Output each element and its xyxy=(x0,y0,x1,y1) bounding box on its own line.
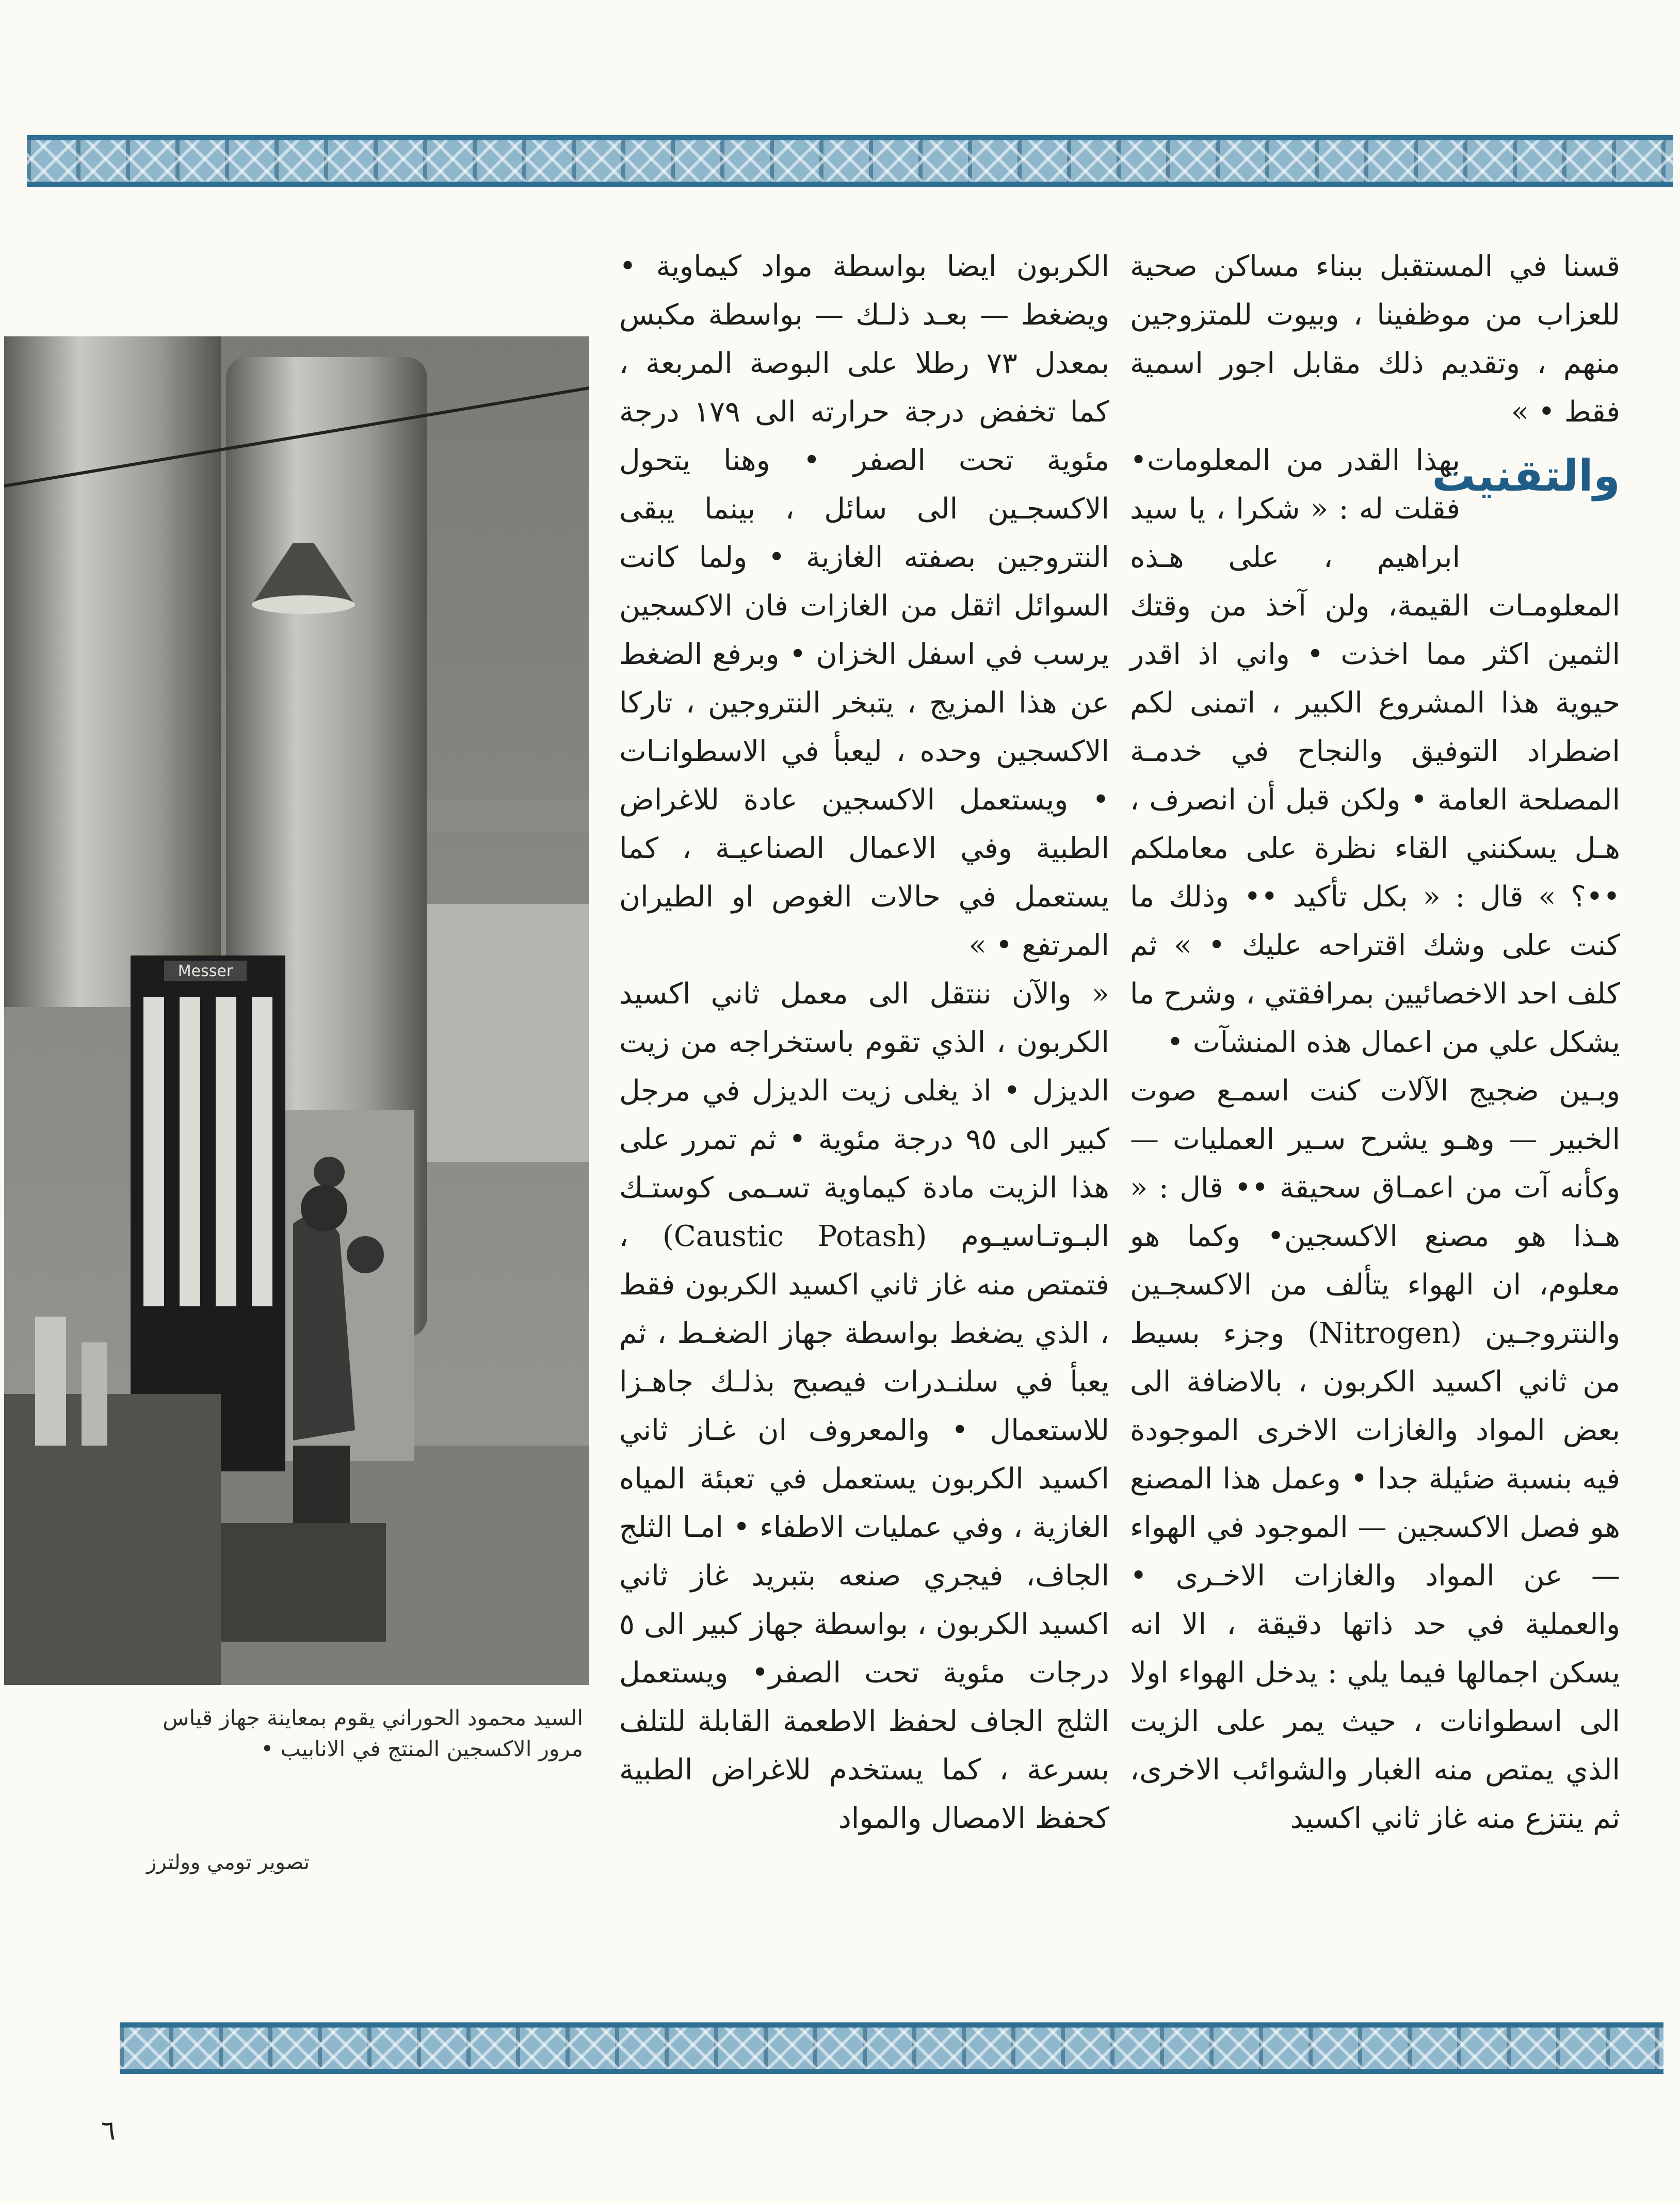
photo-credit: تصوير تومي وولترز xyxy=(147,1851,310,1874)
panel-label: Messer xyxy=(177,962,233,980)
paragraph: وبـين ضجيج الآلات كنت اسمـع صوت الخبير — وهـو يشرح سـير العمليات — وكأنه آت من اعمـاق سحيقة •• قال : « هـذا هو مصنع الاكسجين• وكما هو معلوم، ان الهواء يتألف من الاكسجـين والنتروجـين (Nitrogen) وجزء بسيط من ثاني اكسيد الكربون ، بالاضافة الى بعض المواد والغازات الاخرى الموجودة فيه بنسبة ضئيلة جدا • وعمل هذا المصنع هو فصل الاكسجين — الموجود في الهواء — عن المواد والغازات الاخـرى • والعملية في حد ذاتها دقيقة ، الا انه يسكن اجمالها فيما يلي : يدخل الهواء اولا الى اسطوانات ، حيث يمر على الزيت الذي يمتص منه الغبار والشوائب الاخرى، ثم ينتزع منه غاز ثاني اكسيد xyxy=(1130,1074,1621,1835)
bottom-ornamental-border xyxy=(120,2022,1663,2074)
photo-caption: السيد محمود الحوراني يقوم بمعاينة جهاز قياس مرور الاكسجين المنتج في الانابيب • xyxy=(163,1705,583,1761)
top-ornamental-border xyxy=(27,135,1673,187)
article-column-right xyxy=(1130,242,1620,1935)
section-heading-ornament: والتقنيت xyxy=(1432,450,1620,501)
factory-photo xyxy=(4,336,589,1685)
page-number: ٦ xyxy=(101,2115,116,2146)
paragraph: « والآن ننتقل الى معمل ثاني اكسيد الكربون ، الذي تقوم باستخراجه من زيت الديزل • اذ يغلى زيت الديزل في مرجل كبير الى ٩٥ درجة مئوية • ثم تمرر على هذا الزيت مادة كيماوية تسـمى كوستـك البـوتـاسيـوم (Caustic Potash) ، فتمتص منه غاز ثاني اكسيد الكربون فقط ، الذي يضغط بواسطة جهاز الضغـط ، ثم يعبأ في سلنـدرات فيصبح بذلـك جاهـزا للاستعمال • والمعروف ان غـاز ثاني اكسيد الكربون يستعمل في تعبئة المياه الغازية ، وفي عمليات الاطفاء • امـا الثلج الجاف، فيجري صنعه بتبريد غاز ثاني اكسيد الكربون ، بواسطة جهاز كبير الى ٥ درجات مئوية تحت الصفر• ويستعمل الثلج الجاف لحفظ الاطعمة القابلة للتلف بسرعة ، كما يستخدم للاغراض الطبية كحفظ الامصال والمواد xyxy=(619,977,1110,1835)
paragraph: بهذا القدر من المعلومات• فقلت له : « شكرا ، يا سيد ابراهيم ، على هـذه المعلومـات القيمة، ولن آخذ من وقتك الثمين اكثر مما اخذت • واني اذ اقدر حيوية هذا المشروع الكبير ، اتمنى لكم اضطراد التوفيق والنجاح في خدمـة المصلحة العامة • ولكن قبل أن انصرف ، هـل يسكنني القاء نظرة على معاملكم ••؟ » قال : « بكل تأكيد •• وذلك ما كنت على وشك اقتراحه عليك • » ثم كلف احد الاخصائيين بمرافقتي ، وشرح ما يشكل علي من اعمال هذه المنشآت • xyxy=(1130,444,1620,1059)
paragraph: الكربون ايضا بواسطة مواد كيماوية • ويضغط — بعـد ذلـك — بواسطة مكبس بمعدل ٧٣ رطلا على البوصة المربعة ، كما تخفض درجة حرارته الى ١٧٩ درجة مئوية تحت الصفر • وهنا يتحول الاكسجـين الى سائل ، بينما يبقى النتروجين بصفته الغازية • ولما كانت السوائل اثقل من الغازات فان الاكسجين يرسب في اسفل الخزان • وبرفع الضغط عن هذا المزيج ، يتبخر النتروجين ، تاركا الاكسجين وحده ، ليعبأ في الاسطوانـات • ويستعمل الاكسجين عادة للاغراض الطبية وفي الاعمال الصناعيـة ، كما يستعمل في حالات الغوص او الطيران المرتفع • » xyxy=(619,250,1110,962)
article-column-middle xyxy=(619,242,1109,1945)
paragraph: قسنا في المستقبل ببناء مساكن صحية للعزاب من موظفينا ، وبيوت للمتزوجين منهم ، وتقديم ذلك مقابل اجور اسمية فقط • » xyxy=(1130,250,1620,429)
